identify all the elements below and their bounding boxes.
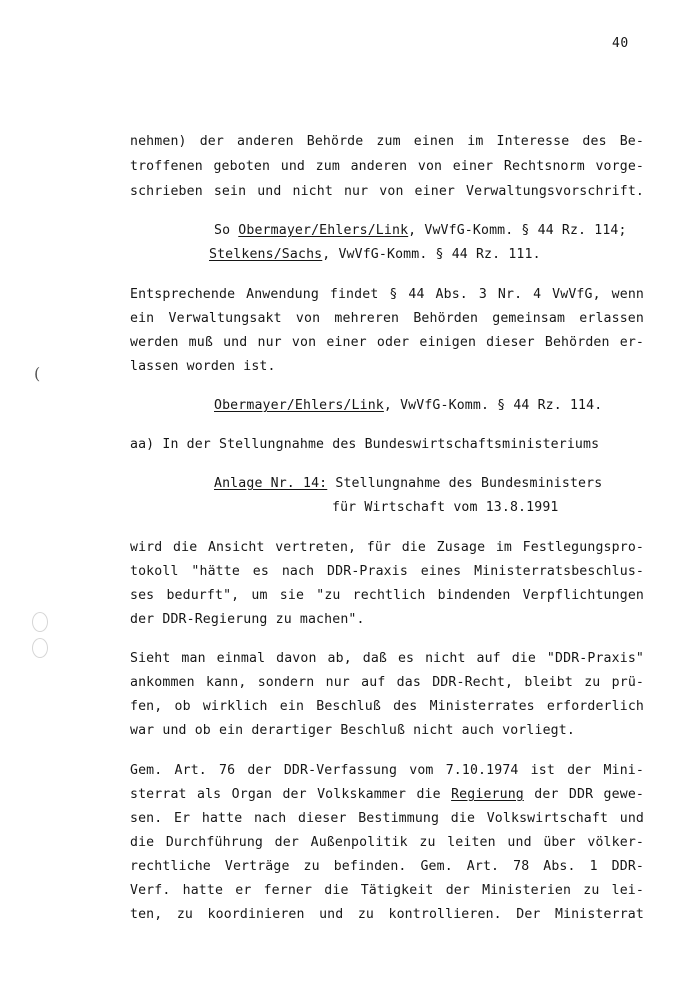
appendix-reference-line-1 bbox=[214, 472, 644, 496]
section-aa-heading: aa) In der Stellungnahme des Bundeswirtschaftsministeriums bbox=[130, 437, 600, 452]
paragraph-3-line-4: der DDR-Regierung zu machen". bbox=[130, 612, 365, 627]
punch-hole bbox=[32, 612, 48, 632]
text-fragment: sterrat als Organ der Volkskammer die bbox=[130, 787, 452, 802]
paragraph-5-line-5: rechtliche Verträge zu befinden. Gem. Art. 78 Abs. 1 DDR- bbox=[130, 859, 644, 874]
paragraph-2-line-3: werden muß und nur von einer oder einigen dieser Behörden er- bbox=[130, 335, 644, 350]
paragraph-2-line-1: Entsprechende Anwendung findet § 44 Abs. 3 Nr. 4 VwVfG, wenn bbox=[130, 287, 644, 302]
paragraph-5-line-7: ten, zu koordinieren und zu kontrollieren. Der Ministerrat bbox=[130, 907, 644, 922]
citation-reference: , VwVfG-Komm. § 44 Rz. 111. bbox=[322, 247, 541, 262]
paragraph-5-line-6: Verf. hatte er ferner die Tätigkeit der Ministerien zu lei- bbox=[130, 883, 644, 898]
text-fragment: der DDR gewe- bbox=[523, 787, 644, 802]
citation-authors: Obermayer/Ehlers/Link bbox=[238, 223, 409, 238]
paragraph-4-line-1: Sieht man einmal davon ab, daß es nicht auf die "DDR-Praxis" bbox=[130, 651, 644, 666]
appendix-title: Stellungnahme des Bundesministers bbox=[327, 476, 603, 491]
citation-authors: Obermayer/Ehlers/Link bbox=[214, 398, 384, 413]
citation-2 bbox=[214, 394, 644, 418]
paragraph-5-line-4: die Durchführung der Außenpolitik zu leiten und über völker- bbox=[130, 835, 644, 850]
paragraph-1-line-2: troffenen geboten und zum anderen von einer Rechtsnorm vorge- bbox=[130, 159, 644, 174]
paragraph-4-line-2: ankommen kann, sondern nur auf das DDR-Recht, bleibt zu prü- bbox=[130, 675, 644, 690]
underlined-term: Regierung bbox=[451, 787, 524, 802]
paragraph-4-line-3: fen, ob wirklich ein Beschluß des Ministerrates erforderlich bbox=[130, 699, 644, 714]
paragraph-2-line-4: lassen worden ist. bbox=[130, 359, 276, 374]
paragraph-5-line-3: sen. Er hatte nach dieser Bestimmung die Volkswirtschaft und bbox=[130, 811, 644, 826]
citation-reference: , VwVfG-Komm. § 44 Rz. 114. bbox=[383, 398, 603, 413]
citation-reference: , VwVfG-Komm. § 44 Rz. 114; bbox=[408, 223, 627, 238]
paragraph-3-line-3: ses bedurft", um sie "zu rechtlich bindenden Verpflichtungen bbox=[130, 588, 644, 603]
appendix-label: Anlage Nr. 14: bbox=[214, 476, 328, 491]
paragraph-2-line-2: ein Verwaltungsakt von mehreren Behörden gemeinsam erlassen bbox=[130, 311, 644, 326]
paragraph-3-line-1: wird die Ansicht vertreten, für die Zusage im Festlegungspro- bbox=[130, 540, 644, 555]
paragraph-3-line-2: tokoll "hätte es nach DDR-Praxis eines Ministerratsbeschlus- bbox=[130, 564, 644, 579]
punch-hole bbox=[32, 638, 48, 658]
paragraph-4-line-4: war und ob ein derartiger Beschluß nicht auch vorliegt. bbox=[130, 723, 575, 738]
citation-1-line-2 bbox=[209, 243, 639, 267]
citation-1-line-1 bbox=[214, 219, 644, 243]
paragraph-5-line-1: Gem. Art. 76 der DDR-Verfassung vom 7.10.1974 ist der Mini- bbox=[130, 763, 644, 778]
paragraph-1-line-3: schrieben sein und nicht nur von einer Verwaltungsvorschrift. bbox=[130, 184, 644, 199]
appendix-reference-line-2: für Wirtschaft vom 13.8.1991 bbox=[332, 500, 559, 515]
paragraph-1-line-1: nehmen) der anderen Behörde zum einen im Interesse des Be- bbox=[130, 134, 644, 149]
margin-mark: ( bbox=[34, 364, 41, 383]
citation-prefix: So bbox=[214, 223, 239, 238]
paragraph-5-line-2 bbox=[130, 783, 644, 807]
citation-authors: Stelkens/Sachs bbox=[209, 247, 323, 262]
page-number: 40 bbox=[612, 36, 629, 51]
